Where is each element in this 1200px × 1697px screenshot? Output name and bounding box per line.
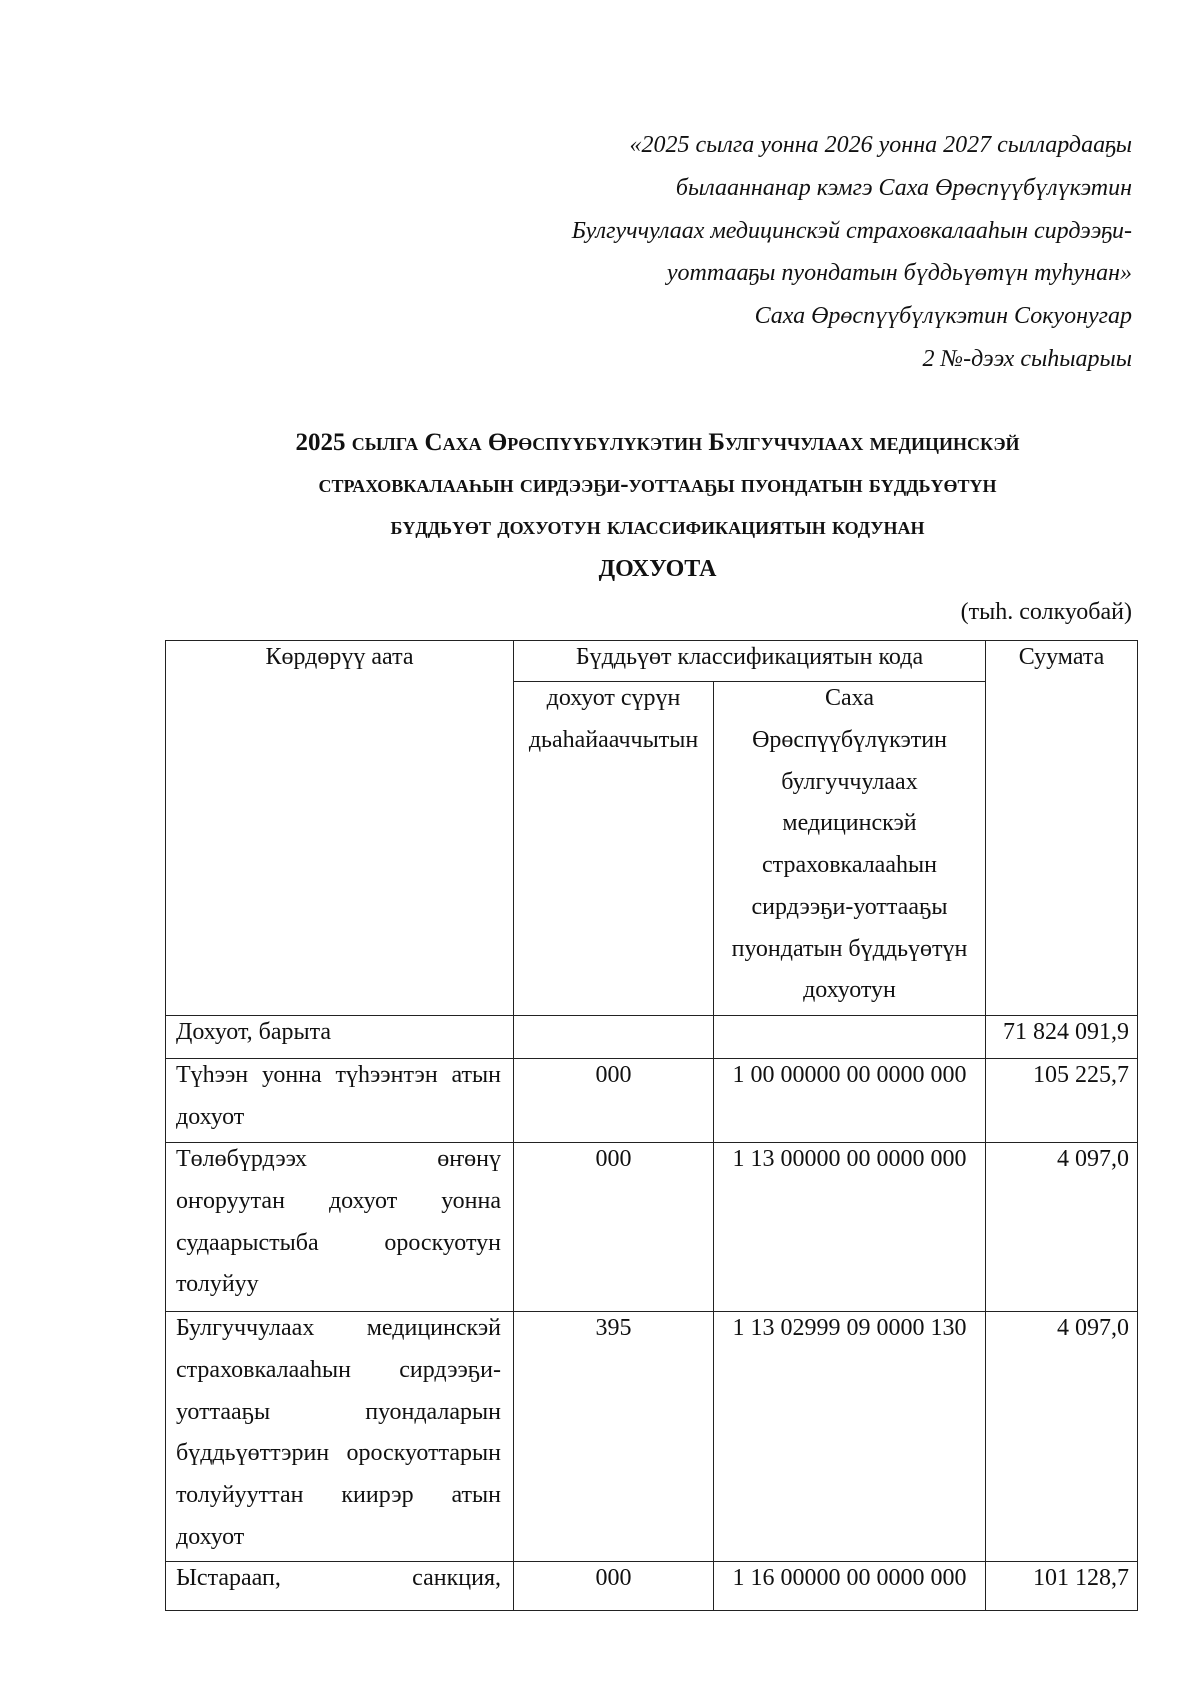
annex-reference-line: «2025 сылга уонна 2026 уонна 2027 сыллардааҕы [629,132,1132,158]
header-classification-code [514,641,986,682]
header-line: дьаһайааччытын [528,726,699,753]
admin-code-cell [514,1016,714,1059]
table-header-row [166,641,1138,682]
indicator-line: Булгуччулаах медицинскэй [176,1315,501,1341]
amount-cell [986,1016,1138,1059]
amount-cell [986,1312,1138,1562]
budget-code-cell [714,1059,986,1143]
header-line: медицинскэй [782,810,917,837]
admin-code-cell [514,1143,714,1312]
header-line: Саха [825,685,874,711]
header-line: дохуотун [803,977,896,1004]
admin-code-value: 000 [595,1146,632,1172]
indicator-line: дохуот [176,1103,245,1130]
admin-code-cell [514,1312,714,1562]
header-chief-administrator [514,682,714,1016]
header-line: страховкалааһын [762,852,937,878]
budget-code-value: 1 16 00000 00 0000 000 [732,1565,967,1591]
admin-code-cell [514,1562,714,1611]
budget-code-cell [714,1143,986,1312]
budget-code-cell [714,1312,986,1562]
header-line: пуондатын бүддьүөтүн [731,935,968,962]
amount-cell [986,1143,1138,1312]
amount-cell [986,1059,1138,1143]
annex-reference-line: Булгуччулаах медицинскэй страховкалааһын сирдээҕи- [571,217,1132,244]
budget-code-value: 1 13 02999 09 0000 130 [732,1315,967,1341]
table-row [166,1312,1138,1562]
header-amount [986,641,1138,1016]
section-heading: ДОХУОТА [598,556,717,582]
budget-code-value: 1 13 00000 00 0000 000 [732,1146,967,1172]
title-line: бүддьүөт дохуотун классификациятын кодунан [390,513,925,540]
amount-value: 105 225,7 [1033,1062,1129,1088]
indicator-line: страховкалааһын сирдээҕи- [176,1356,501,1383]
title-line: страховкалааһын сирдээҕи-уоттааҕы пуондатын бүддьүөтүн [318,471,997,498]
amount-cell [986,1562,1138,1611]
header-line: булгуччулаах [781,768,918,795]
admin-code-value: 395 [595,1315,632,1341]
indicator-line: толуйууттан киирэр атын [176,1482,501,1508]
indicator-cell [166,1059,514,1143]
budget-code-value: 1 00 00000 00 0000 000 [732,1062,967,1088]
annex-reference-line: былааннанар кэмгэ Саха Өрөспүүбүлүкэтин [675,174,1132,201]
indicator-line: Дохуот, барыта [176,1019,332,1045]
header-amount-label: Суумата [1018,644,1105,670]
header-fund-revenue-code [714,682,986,1016]
header-line: сирдээҕи-уоттааҕы [751,893,948,920]
table-row [166,1016,1138,1059]
indicator-line: дохуот [176,1523,245,1550]
indicator-line: Түһээн уонна түһээнтэн атын [176,1062,501,1088]
indicator-line: бүддьүөттэрин ороскуоттарын [176,1440,501,1467]
amount-value: 4 097,0 [1057,1315,1129,1341]
revenue-table [165,640,1138,1611]
indicator-line: уоттааҕы пуондаларын [176,1398,501,1425]
indicator-cell [166,1312,514,1562]
table-row [166,1059,1138,1143]
title-line: 2025 сылга Саха Өрөспүүбүлүкэтин Булгуччулаах медицинскэй [295,429,1020,456]
admin-code-value: 000 [595,1565,632,1591]
admin-code-cell [514,1059,714,1143]
budget-code-cell [714,1016,986,1059]
header-indicator-label: Көрдөрүү аата [265,644,414,670]
table-row [166,1143,1138,1312]
indicator-cell [166,1562,514,1611]
indicator-line: оҥоруутан дохуот уонна [176,1187,501,1214]
admin-code-value: 000 [595,1062,632,1088]
indicator-line: Төлөбүрдээх өҥөнү [176,1146,501,1172]
annex-reference-line: Саха Өрөспүүбүлүкэтин Сокуонугар [754,303,1132,330]
budget-code-cell [714,1562,986,1611]
header-line: дохуот сүрүн [546,685,681,711]
annex-reference-line: уоттааҕы пуондатын бүддьүөтүн туһунан» [666,260,1132,287]
document-title [165,422,1150,590]
indicator-line: Ыстараап, санкция, [176,1565,501,1591]
amount-value: 71 824 091,9 [1003,1019,1129,1045]
units-note: (тыһ. солкуобай) [960,599,1132,625]
indicator-cell [166,1143,514,1312]
header-indicator-name [166,641,514,1016]
table-row [166,1562,1138,1611]
amount-value: 4 097,0 [1057,1146,1129,1172]
header-classification-label: Бүддьүөт классификациятын кода [575,644,924,670]
annex-reference-line: 2 №-дээх сыһыарыы [922,345,1132,372]
indicator-line: судаарыстыба ороскуотун [176,1229,501,1256]
indicator-cell [166,1016,514,1059]
indicator-line: толуйуу [176,1271,259,1298]
header-line: Өрөспүүбүлүкэтин [752,726,947,753]
amount-value: 101 128,7 [1033,1565,1129,1591]
annex-reference-block [492,124,1132,381]
